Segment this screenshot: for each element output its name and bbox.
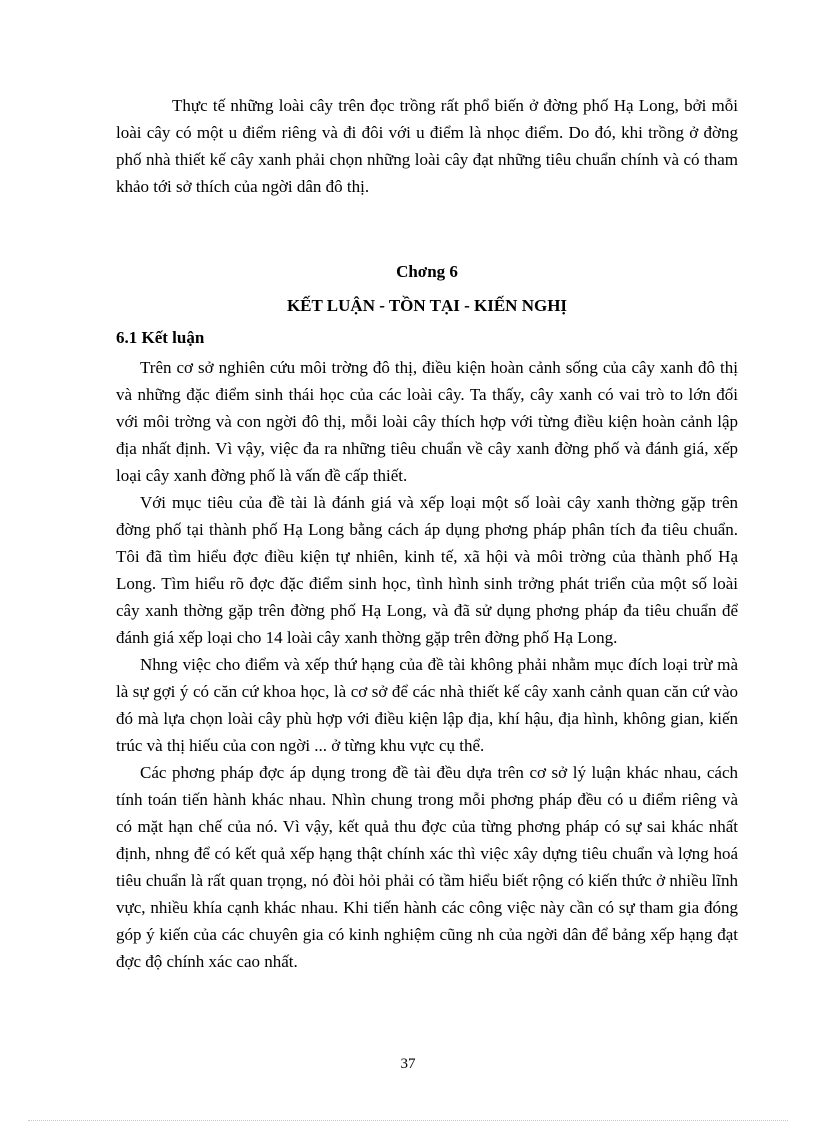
paragraph-4: Các phơng pháp đợc áp dụng trong đề tài đều dựa trên cơ sở lý luận khác nhau, cách tính toán tiến hành khác nhau. Nhìn chung trong mỗi phơng pháp đều có u điểm riêng và có mặt hạn chế của nó. Vì vậy, kết quả thu đợc của từng phơng pháp có sự sai khác nhất định, nhng để có kết quả xếp hạng thật chính xác thì việc xây dựng tiêu chuẩn và lợng hoá tiêu chuẩn là rất quan trọng, nó đòi hỏi phải có tầm hiểu biết rộng có kiến thức ở nhiều lĩnh vực, nhiều khía cạnh khác nhau. Khi tiến hành các công việc này cần có sự tham gia đóng góp ý kiến của các chuyên gia có kinh nghiệm cũng nh của ngời dân để bảng xếp hạng đạt đợc độ chính xác cao nhất. bbox=[116, 763, 738, 971]
document-page bbox=[116, 92, 738, 975]
section-heading: 6.1 Kết luận bbox=[116, 328, 205, 347]
footer-divider bbox=[28, 1120, 788, 1121]
paragraph-1: Trên cơ sở nghiên cứu môi trờng đô thị, điều kiện hoàn cảnh sống của cây xanh đô thị và những đặc điểm sinh thái học của các loài cây. Ta thấy, cây xanh có vai trò to lớn đối với môi trờng và con ngời đô thị, mỗi loài cây thích hợp với từng điều kiện hoàn cảnh lập địa nhất định. Vì vậy, việc đa ra những tiêu chuẩn về cây xanh đờng phố và đánh giá, xếp loại cây xanh đờng phố là vấn đề cấp thiết. bbox=[116, 358, 738, 485]
paragraph-3: Nhng việc cho điểm và xếp thứ hạng của đề tài không phải nhằm mục đích loại trừ mà là sự gợi ý có căn cứ khoa học, là cơ sở để các nhà thiết kế cây xanh cảnh quan căn cứ vào đó mà lựa chọn loài cây phù hợp với điều kiện lập địa, khí hậu, địa hình, không gian, kiến trúc và thị hiếu của con ngời ... ở từng khu vực cụ thể. bbox=[116, 655, 738, 755]
paragraph-2: Với mục tiêu của đề tài là đánh giá và xếp loại một số loài cây xanh thờng gặp trên đờng phố tại thành phố Hạ Long bằng cách áp dụng phơng pháp phân tích đa tiêu chuẩn. Tôi đã tìm hiểu đợc điều kiện tự nhiên, kinh tế, xã hội và môi trờng của thành phố Hạ Long. Tìm hiểu rõ đợc đặc điểm sinh học, tình hình sinh trởng phát triển của một số loài cây xanh thờng gặp trên đờng phố Hạ Long, và đã sử dụng phơng pháp đa tiêu chuẩn để đánh giá xếp loại cho 14 loài cây xanh thờng gặp trên đờng phố Hạ Long. bbox=[116, 493, 738, 647]
page-number: 37 bbox=[400, 1056, 416, 1072]
intro-paragraph: Thực tế những loài cây trên đọc trồng rất phổ biến ở đờng phố Hạ Long, bởi mỗi loài cây có một u điểm riêng và đi đôi với u điểm là nhọc điểm. Do đó, khi trồng ở đờng phố nhà thiết kế cây xanh phải chọn những loài cây đạt những tiêu chuẩn chính và có tham khảo tới sở thích của ngời dân đô thị. bbox=[116, 96, 738, 196]
chapter-number: Chơng 6 bbox=[396, 262, 458, 281]
chapter-title: KẾT LUẬN - TỒN TẠI - KIẾN NGHỊ bbox=[286, 296, 568, 315]
